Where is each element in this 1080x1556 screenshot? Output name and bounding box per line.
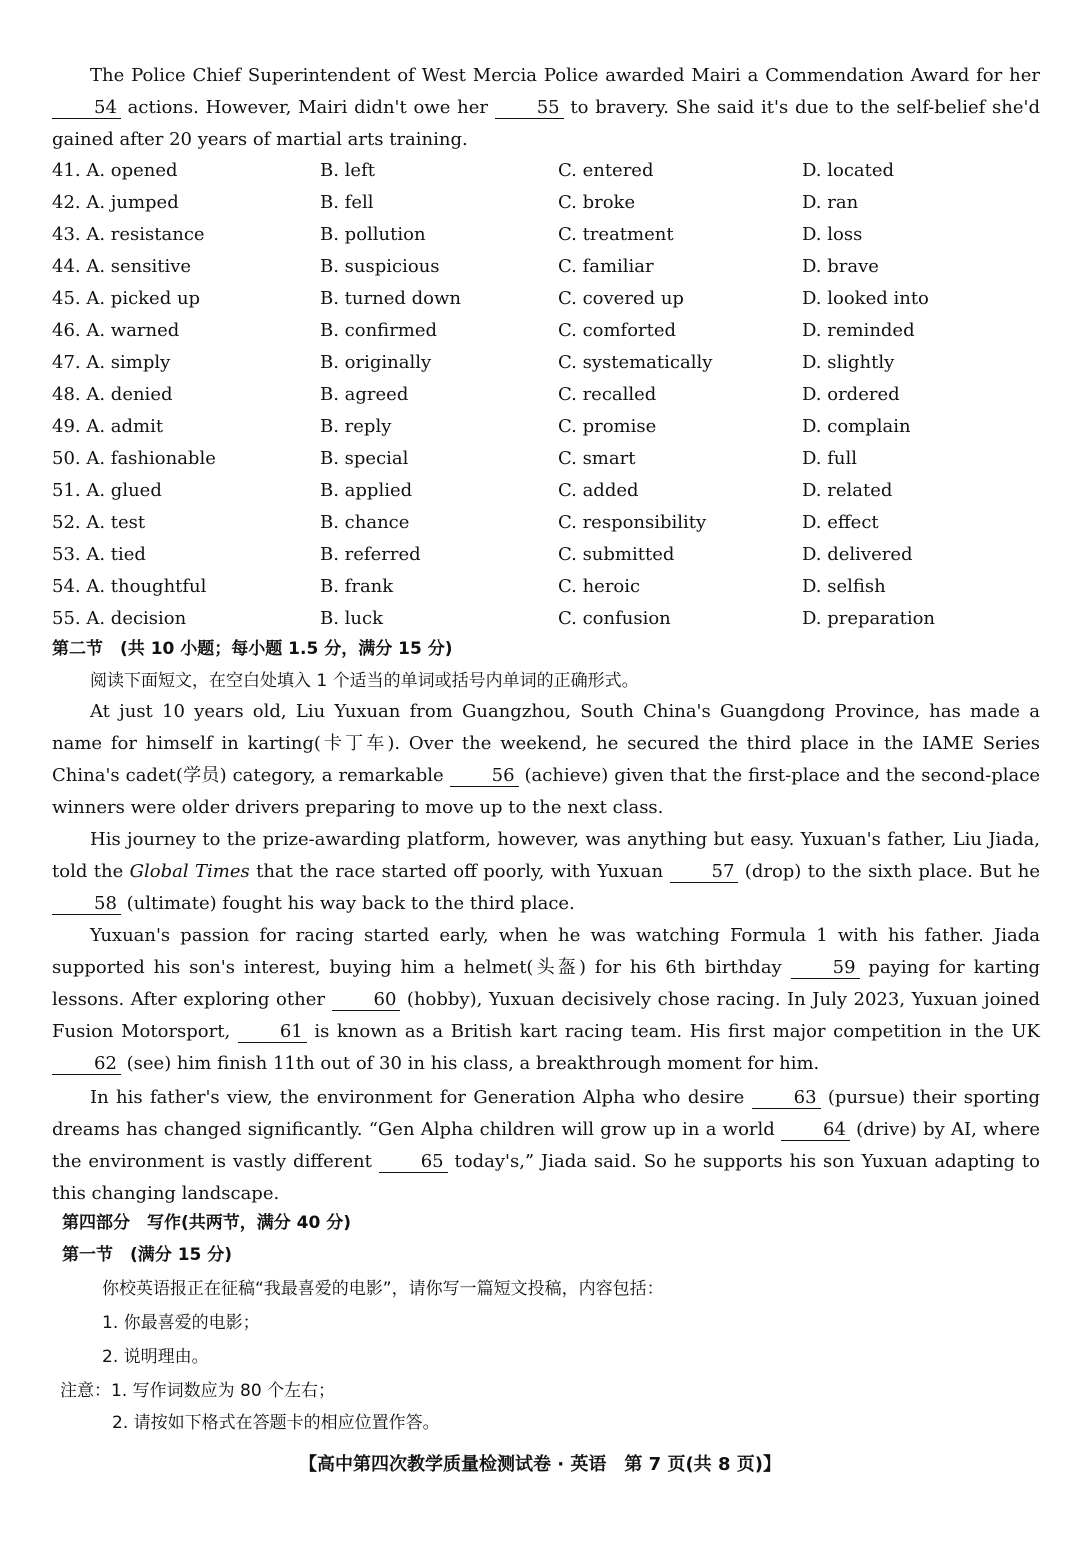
option-41-b: B. left bbox=[320, 160, 375, 181]
option-49-d: D. complain bbox=[802, 416, 911, 437]
option-44-c: C. familiar bbox=[558, 256, 654, 277]
option-46-b: B. confirmed bbox=[320, 320, 438, 341]
option-49-c: C. promise bbox=[558, 416, 657, 437]
option-row-45 bbox=[52, 283, 1040, 315]
passage-2-text-3: (drop) to the sixth place. But he bbox=[738, 861, 1040, 882]
writing-note-1: 注意：1. 写作词数应为 80 个左右； bbox=[60, 1381, 336, 1401]
option-row-49 bbox=[52, 411, 1040, 443]
option-46-d: D. reminded bbox=[802, 320, 915, 341]
option-53-b: B. referred bbox=[320, 544, 421, 565]
passage-4-text-2: (pursue) their sporting dreams has changed significantly. “Gen Alpha children will grow up in a world bbox=[52, 1087, 1040, 1140]
option-52-d: D. effect bbox=[802, 512, 879, 533]
writing-note-2: 2. 请按如下格式在答题卡的相应位置作答。 bbox=[112, 1413, 440, 1433]
blank-61: 61 bbox=[238, 1022, 307, 1043]
section-2-heading: 第二节 (共 10 小题；每小题 1.5 分，满分 15 分) bbox=[52, 639, 453, 659]
option-51-c: C. added bbox=[558, 480, 639, 501]
option-54-b: B. frank bbox=[320, 576, 394, 597]
option-41-c: C. entered bbox=[558, 160, 654, 181]
option-row-43 bbox=[52, 219, 1040, 251]
passage-2-text-2: that the race started off poorly, with Yuxuan bbox=[249, 861, 670, 882]
passage-paragraph-4 bbox=[52, 1082, 1040, 1210]
award-text-2: actions. However, Mairi didn't owe her bbox=[120, 97, 495, 118]
option-50-a: 50. A. fashionable bbox=[52, 448, 216, 469]
passage-3-text-1: Yuxuan's passion for racing started early, when he was watching Formula 1 with his father. Jiada supported his son's interest, buying him a helmet(头盔) for his 6th birthday bbox=[52, 925, 1040, 978]
page-footer: 【高中第四次教学质量检测试卷 · 英语 第 7 页(共 8 页)】 bbox=[299, 1454, 781, 1475]
option-48-d: D. ordered bbox=[802, 384, 900, 405]
passage-2-text-1: His journey to the prize-awarding platform, however, was anything but easy. Yuxuan's father, Liu Jiada, told the bbox=[52, 829, 1040, 882]
option-row-53 bbox=[52, 539, 1040, 571]
blank-65: 65 bbox=[379, 1152, 448, 1173]
blank-57: 57 bbox=[670, 862, 739, 883]
blank-62: 62 bbox=[52, 1054, 121, 1075]
option-54-c: C. heroic bbox=[558, 576, 641, 597]
option-42-a: 42. A. jumped bbox=[52, 192, 179, 213]
section-2-instruction: 阅读下面短文，在空白处填入 1 个适当的单词或括号内单词的正确形式。 bbox=[90, 671, 639, 691]
option-44-a: 44. A. sensitive bbox=[52, 256, 192, 277]
option-48-a: 48. A. denied bbox=[52, 384, 173, 405]
option-47-c: C. systematically bbox=[558, 352, 713, 373]
option-45-a: 45. A. picked up bbox=[52, 288, 201, 309]
blank-59: 59 bbox=[791, 958, 860, 979]
passage-1-text-2: (achieve) given that the first-place and the second-place winners were older drivers preparing to move up to the next class. bbox=[52, 765, 1040, 818]
option-50-b: B. special bbox=[320, 448, 409, 469]
option-42-c: C. broke bbox=[558, 192, 636, 213]
option-55-a: 55. A. decision bbox=[52, 608, 187, 629]
passage-paragraph-3 bbox=[52, 920, 1040, 1080]
option-row-50 bbox=[52, 443, 1040, 475]
option-row-41 bbox=[52, 155, 1040, 187]
option-43-d: D. loss bbox=[802, 224, 863, 245]
option-51-b: B. applied bbox=[320, 480, 413, 501]
option-43-c: C. treatment bbox=[558, 224, 674, 245]
option-47-a: 47. A. simply bbox=[52, 352, 171, 373]
part-4-section-1-heading: 第一节 (满分 15 分) bbox=[62, 1245, 233, 1265]
option-50-d: D. full bbox=[802, 448, 858, 469]
option-44-d: D. brave bbox=[802, 256, 879, 277]
option-54-a: 54. A. thoughtful bbox=[52, 576, 207, 597]
newspaper-title: Global Times bbox=[129, 861, 250, 882]
option-43-b: B. pollution bbox=[320, 224, 426, 245]
option-52-a: 52. A. test bbox=[52, 512, 146, 533]
option-row-47 bbox=[52, 347, 1040, 379]
option-row-54 bbox=[52, 571, 1040, 603]
blank-55: 55 bbox=[495, 98, 564, 119]
option-51-a: 51. A. glued bbox=[52, 480, 162, 501]
passage-paragraph-1 bbox=[52, 696, 1040, 824]
option-55-c: C. confusion bbox=[558, 608, 671, 629]
passage-4-text-4: today's,” Jiada said. So he supports his son Yuxuan adapting to this changing landscape. bbox=[52, 1151, 1040, 1204]
option-45-b: B. turned down bbox=[320, 288, 461, 309]
blank-58: 58 bbox=[52, 894, 121, 915]
option-row-48 bbox=[52, 379, 1040, 411]
passage-2-text-4: (ultimate) fought his way back to the third place. bbox=[120, 893, 575, 914]
option-51-d: D. related bbox=[802, 480, 893, 501]
option-row-44 bbox=[52, 251, 1040, 283]
option-45-c: C. covered up bbox=[558, 288, 684, 309]
option-47-b: B. originally bbox=[320, 352, 432, 373]
passage-3-text-5: (see) him finish 11th out of 30 in his class, a breakthrough moment for him. bbox=[120, 1053, 820, 1074]
option-50-c: C. smart bbox=[558, 448, 636, 469]
options-list bbox=[52, 155, 1040, 635]
option-row-46 bbox=[52, 315, 1040, 347]
writing-prompt: 你校英语报正在征稿“我最喜爱的电影”，请你写一篇短文投稿，内容包括： bbox=[102, 1279, 664, 1299]
option-53-c: C. submitted bbox=[558, 544, 675, 565]
option-53-a: 53. A. tied bbox=[52, 544, 146, 565]
blank-63: 63 bbox=[752, 1088, 821, 1109]
passage-4-text-3: (drive) by AI, where the environment is vastly different bbox=[52, 1119, 1040, 1172]
option-48-c: C. recalled bbox=[558, 384, 657, 405]
passage-paragraph-2 bbox=[52, 824, 1040, 920]
passage-4-text-1: In his father's view, the environment for Generation Alpha who desire bbox=[90, 1087, 752, 1108]
award-paragraph bbox=[52, 60, 1040, 156]
option-49-a: 49. A. admit bbox=[52, 416, 164, 437]
option-44-b: B. suspicious bbox=[320, 256, 440, 277]
writing-item-2: 2. 说明理由。 bbox=[102, 1347, 209, 1367]
option-row-52 bbox=[52, 507, 1040, 539]
passage-3-text-3: (hobby), Yuxuan decisively chose racing. In July 2023, Yuxuan joined Fusion Motorsport, bbox=[52, 989, 1041, 1042]
option-row-51 bbox=[52, 475, 1040, 507]
option-53-d: D. delivered bbox=[802, 544, 913, 565]
option-row-55 bbox=[52, 603, 1040, 635]
passage-3-text-2: paying for karting lessons. After exploring other bbox=[52, 957, 1040, 1010]
option-42-b: B. fell bbox=[320, 192, 374, 213]
blank-56: 56 bbox=[450, 766, 519, 787]
writing-item-1: 1. 你最喜爱的电影； bbox=[102, 1313, 260, 1333]
blank-60: 60 bbox=[332, 990, 401, 1011]
option-49-b: B. reply bbox=[320, 416, 392, 437]
option-47-d: D. slightly bbox=[802, 352, 895, 373]
option-45-d: D. looked into bbox=[802, 288, 929, 309]
option-54-d: D. selfish bbox=[802, 576, 886, 597]
option-48-b: B. agreed bbox=[320, 384, 409, 405]
option-row-42 bbox=[52, 187, 1040, 219]
option-46-a: 46. A. warned bbox=[52, 320, 180, 341]
option-55-b: B. luck bbox=[320, 608, 384, 629]
award-text-1: The Police Chief Superintendent of West Mercia Police awarded Mairi a Commendation Award for her bbox=[90, 65, 1040, 86]
passage-3-text-4: is known as a British kart racing team. His first major competition in the UK bbox=[306, 1021, 1040, 1042]
option-52-c: C. responsibility bbox=[558, 512, 707, 533]
option-42-d: D. ran bbox=[802, 192, 859, 213]
option-43-a: 43. A. resistance bbox=[52, 224, 205, 245]
option-41-a: 41. A. opened bbox=[52, 160, 178, 181]
option-41-d: D. located bbox=[802, 160, 895, 181]
option-55-d: D. preparation bbox=[802, 608, 936, 629]
part-4-heading: 第四部分 写作(共两节，满分 40 分) bbox=[62, 1213, 352, 1233]
blank-54: 54 bbox=[52, 98, 121, 119]
passage-1-text-1: At just 10 years old, Liu Yuxuan from Guangzhou, South China's Guangdong Province, has made a name for himself in karting(卡丁车). Over the weekend, he secured the third place in the IAME Series China's cadet(学员) category, a remarkable bbox=[52, 701, 1040, 786]
option-52-b: B. chance bbox=[320, 512, 410, 533]
award-text-3: to bravery. She said it's due to the self-belief she'd gained after 20 years of martial arts training. bbox=[52, 97, 1041, 150]
blank-64: 64 bbox=[781, 1120, 850, 1141]
option-46-c: C. comforted bbox=[558, 320, 677, 341]
